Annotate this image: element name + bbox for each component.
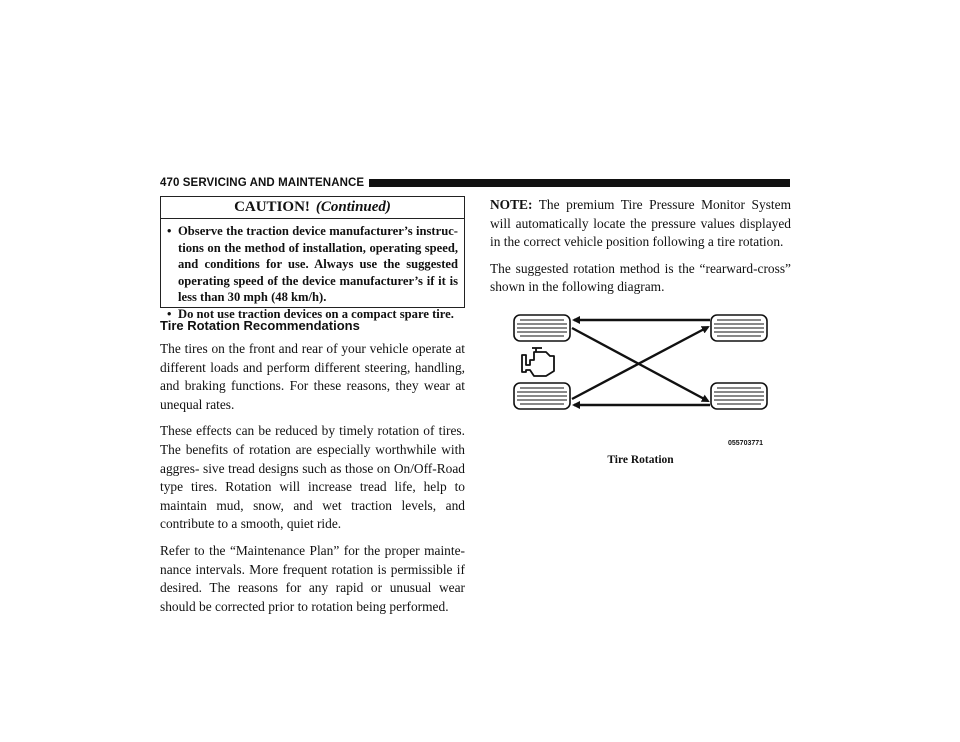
caution-list [161,219,464,323]
left-column [160,318,465,624]
tire-rotation-diagram [490,300,791,440]
bullet: • [167,306,172,321]
section-heading: Tire Rotation Recommendations [160,318,360,333]
page-header [160,176,790,190]
caution-item-text: Observe the traction device manufacturer’s instruc- tions on the method of installation, operating speed, and conditions for use. Always use the suggested operating speed of the device manufacturer’s if it is less than 30 mph (48 km/h). [178,224,458,305]
note-label: NOTE: [490,197,533,212]
paragraph: These effects can be reduced by timely rotation of tires. The benefits of rotation are especially worthwhile with aggres- sive tread designs such as those on On/Off-Road type tires. Rotation will increase tread life, help to maintain mud, snow, and wet traction levels, and contribute to a smooth, quiet ride. [160,423,465,532]
engine-icon [522,348,554,376]
figure-code: 055703771 [728,440,764,447]
bullet: • [167,224,172,238]
caution-label: CAUTION! [234,199,310,215]
note-paragraph [490,196,791,252]
paragraph: The tires on the front and rear of your vehicle operate at different loads and perform different steering, handling, and braking functions. For these reasons, they wear at unequal rates. [160,341,465,412]
caution-item-text: Do not use traction devices on a compact spare tire. [178,306,454,321]
note-text: The premium Tire Pressure Monitor System will automatically locate the pressure values displayed in the correct vehicle position following a tire rotation. [490,197,791,250]
right-column [490,196,791,305]
paragraph: The suggested rotation method is the “rearward-cross” shown in the following diagram. [490,260,791,295]
tire-front-left [514,315,570,341]
caution-continued: (Continued) [315,199,391,215]
caution-title [161,197,464,219]
tire-rear-right [711,383,767,409]
figure-caption: Tire Rotation [607,454,674,466]
paragraph: Refer to the “Maintenance Plan” for the proper mainte- nance intervals. More frequent rotation is permissible if desired. The reasons for any rapid or unusual wear should be corrected prior to rotation being performed. [160,542,465,614]
header-rule [369,179,790,187]
tire-rotation-figure [490,300,791,470]
tire-rear-left [514,383,570,409]
caution-item [167,223,458,306]
page-number-section: 470 SERVICING AND MAINTENANCE [160,177,365,189]
tire-front-right [711,315,767,341]
caution-box [160,196,465,321]
